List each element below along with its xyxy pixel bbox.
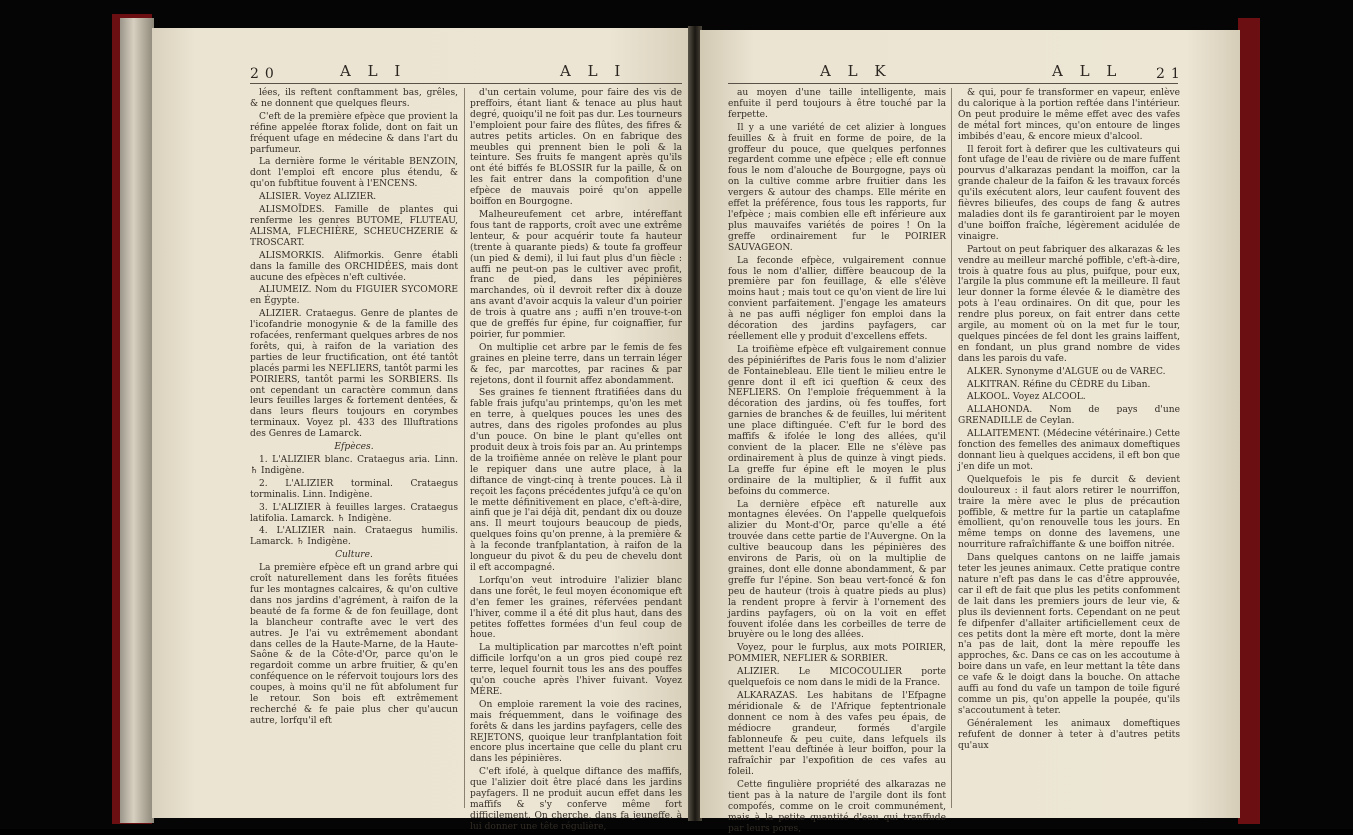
right-column-2 [958,88,1180,813]
paragraph: 4. L'ALIZIER nain. Crataegus humilis. Lamarck. ♄ Indigène. [250,526,458,548]
page-edges-left [120,18,154,823]
paragraph: La dernière forme le véritable BENZOIN, dont l'emploi eft encore plus étendu, & qu'on fubftitue fouvent à l'ENCENS. [250,157,458,190]
paragraph: ALIZIER. Le MICOCOULIER porte quelquefois ce nom dans le midi de la France. [728,667,946,689]
paragraph: La première efpèce eft un grand arbre qui croît naturellement dans les forêts fituées fur les montagnes calcaires, & qu'on cultive dans nos jardins d'agrément, à raifon de la beauté de fa forme & de fon feuillage, dont la blancheur contrafte avec le vert des autres. Je l'ai vu extrêmement abondant dans celles de la Haute-Marne, de la Haute-Saône & de la Côte-d'Or, parce qu'on le regardoit comme un arbre fruitier, & qu'en conféquence on le réfervoit toujours lors des coupes, à moins qu'il ne fût abfolument fur le retour. Son bois eft extrêmement recherché & fe paie plus cher qu'aucun autre, lorfqu'il eft [250,563,458,726]
paragraph: Il feroit fort à defirer que les cultivateurs qui font ufage de l'eau de rivière ou de mare fuffent pourvus d'alkarazas pendant la moiffon, car la grande chaleur de la faifon & les travaux forcés qu'ils exécutent alors, leur caufent fouvent des fièvres bilieufes, des coups de fang & autres maladies dont ils fe garantiroient par le moyen d'une boiffon fraîche, légèrement acidulée de vinaigre. [958,144,1180,242]
paragraph: Efpèces. [334,442,374,453]
paragraph: ALISMORKIS. Alifmorkis. Genre établi dans la famille des ORCHIDÉES, mais dont aucune des efpèces n'eft cultivée. [250,250,458,283]
paragraph: Cette fingulière propriété des alkarazas ne tient pas à la nature de l'argile dont ils font compofés, comme on le croit communément, mais à la petite quantité d'eau qui tranffude par leurs pores, [728,780,946,834]
page-number-left: 20 [250,66,280,82]
paragraph: La feconde efpèce, vulgairement connue fous le nom d'allier, diffère beaucoup de la première par fon feuillage, & elle s'élève moins haut ; mais tout ce qu'on vient de lire lui convient parfaitement. J'engage les amateurs à ne pas auffi négliger fon emploi dans la décoration des jardins payfagers, car réellement elle y produit d'excellens effets. [728,255,946,342]
paragraph: 2. L'ALIZIER torminal. Crataegus torminalis. Linn. Indigène. [250,478,458,500]
paragraph: C'eft ifolé, à quelque diftance des maffifs, que l'alizier doit être placé dans les jardins payfagers. Il ne produit aucun effet dans les maffifs & s'y conferve même fort difficilement. On cherche, dans fa jeuneffe, à lui donner une tête régulière, [470,767,682,832]
paragraph: ALKARAZAS. Les habitans de l'Efpagne méridionale & de l'Afrique feptentrionale donnent ce nom à des vafes peu épais, de médiocre grandeur, formés d'argile fablonneufe & peu cuite, dans lefquels ils mettent l'eau deftinée à leur boiffon, pour la rafraîchir par l'expofition de ces vafes au foleil. [728,690,946,778]
paragraph: On multiplie cet arbre par le femis de fes graines en pleine terre, dans un terrain léger & fec, par marcottes, par racines & par rejetons, dont il fournit affez abondamment. [470,342,682,386]
page-number-right: 21 [1156,66,1186,82]
paragraph: ALKITRAN. Réfine du CÈDRE du Liban. [967,379,1151,390]
paragraph: Voyez, pour le furplus, aux mots POIRIER, POMMIER, NEFLIER & SORBIER. [728,643,946,665]
running-head-right-2: A L L [1052,62,1123,80]
paragraph: Culture. [335,550,373,561]
running-head-left-2: A L I [560,62,627,80]
paragraph: La dernière efpèce eft naturelle aux montagnes élevées. On l'appelle quelquefois alizier du Mont-d'Or, parce qu'elle a été trouvée dans cette partie de l'Auvergne. On la cultive beaucoup dans les pépinières des environs de Paris, où on la multiplie de graines, dont elle donne abondamment, & par greffe fur l'épine. Son beau vert-foncé & fon peu de hauteur (trois à quatre pieds au plus) la rendent propre à fervir à l'ornement des jardins payfagers, où on la voit en effet fouvent ifolée dans les corbeilles de terre de bruyère ou le long des allées. [728,499,946,641]
paragraph: lées, ils reftent conftamment bas, grêles, & ne donnent que quelques fleurs. [250,88,458,109]
paragraph: 3. L'ALIZIER à feuilles larges. Crataegus latifolia. Lamarck. ♄ Indigène. [250,502,458,524]
paragraph: d'un certain volume, pour faire des vis de preffoirs, étant liant & tenace au plus haut degré, quoiqu'il ne foit pas dur. Les tourneurs l'emploient pour faire des flûtes, des fifres & autres petits articles. On en fabrique des meubles qui prennent bien le poli & la teinture. Ses fruits fe mangent après qu'ils ont été biffés fe BLOSSIR fur la paille, & on les fait entrer dans la compofition d'une efpèce de mauvais poiré qu'on appelle boiffon en Bourgogne. [470,88,682,208]
paragraph: On emploie rarement la voie des racines, mais fréquemment, dans le voifinage des forêts & dans les jardins payfagers, celle des REJETONS, quoique leur tranfplantation foit encore plus incertaine que celle du plant cru dans les pépinières. [470,699,682,765]
paragraph: La multiplication par marcottes n'eft point difficile lorfqu'on a un gros pied coupé rez terre, lequel fournit tous les ans des pouffes qu'on couche après l'hiver fuivant. Voyez MÈRE. [470,643,682,697]
paragraph: Lorfqu'on veut introduire l'alizier blanc dans une forêt, le feul moyen économique eft d'en femer les graines, réfervées pendant l'hiver, comme il a été dit plus haut, dans des petites foffettes formées d'un feul coup de houe. [470,575,682,641]
paragraph: Partout on peut fabriquer des alkarazas & les vendre au meilleur marché poffible, c'eft-à-dire, trois à quatre fous au plus, puifque, pour eux, l'argile la plus commune eft la meilleure. Il faut leur donner la forme élevée & le diamètre des pots à l'eau ordinaires. On dit que, pour les rendre plus poreux, on fait entrer dans cette argile, au moment où on la met fur le tour, quelques pincées de fel dont les grains laiffent, en fondant, un plus grand nombre de vides dans les parois du vafe. [958,244,1180,364]
paragraph: ALISMOÏDES. Famille de plantes qui renferme les genres BUTOME, FLUTEAU, ALISMA, FLECHIÈRE, SCHEUCHZERIE & TROSCART. [250,205,458,248]
paragraph: ALIUMEIZ. Nom du FIGUIER SYCOMORE en Égypte. [250,285,458,307]
paragraph: Malheureufement cet arbre, intéreffant fous tant de rapports, croît avec une extrême lenteur, & pour acquérir toute fa hauteur (trente à quarante pieds) & toute fa groffeur (un pied & demi), il lui faut plus d'un fiècle : auffi ne peut-on pas le cultiver avec profit, franc de pied, dans les pépinières marchandes, où il devroit refter dix à douze ans avant d'avoir acquis la valeur d'un poirier de trois à quatre ans ; auffi n'en trouve-t-on que de greffés fur épine, fur coignaffier, fur poirier, fur pommier. [470,209,682,340]
right-page [700,30,1240,834]
paragraph: ALISIER. Voyez ALIZIER. [259,192,377,203]
paragraph: Généralement les animaux domeftiques refufent de donner à teter à d'autres petits qu'aux [958,718,1180,751]
column-divider-right [951,88,952,808]
paragraph: & qui, pour fe transformer en vapeur, enlève du calorique à la portion reftée dans l'intérieur. On peut produire le même effet avec des vafes de métal fort minces, qu'on entoure de linges imbibés d'eau, & encore mieux d'alcool. [958,88,1180,142]
running-head-right-1: A L K [820,62,892,80]
paragraph: ALIZIER. Crataegus. Genre de plantes de l'icofandrie monogynie & de la famille des rofacées, renfermant quelques arbres de nos forêts, qui, à raifon de la variation des parties de leur fructification, ont été tantôt placés parmi les NEFLIERS, tantôt parmi les POIRIERS, tantôt parmi les SORBIERS. Ils ont cependant un caractère commun dans leurs feuilles larges & fortement dentées, & dans leurs fleurs toujours en corymbes terminaux. Voyez pl. 433 des Illuftrations des Genres de Lamarck. [250,309,458,440]
right-column-1 [728,88,946,834]
paragraph: ALLAHONDA. Nom de pays d'une GRENADILLE de Ceylan. [958,405,1180,427]
paragraph: ALKER. Synonyme d'ALGUE ou de VAREC. [967,366,1166,377]
paragraph: Ses graines fe tiennent ftratifiées dans du fable frais jufqu'au printemps, qu'on les met en terre, à quelques pouces les unes des autres, dans des rigoles profondes au plus d'un pouce. On bine le plant qu'elles ont produit deux à trois fois par an. Au printemps de la troifième année on relève le plant pour le repiquer dans une autre place, à la diftance de vingt-cinq à trente pouces. Là il reçoit les façons précédentes jufqu'à ce qu'on le mette définitivement en place, c'eft-à-dire, ainfi que je l'ai déjà dit, pendant dix ou douze ans. Il meurt toujours beaucoup de pieds, quelques foins qu'on prenne, à la première & à la feconde tranfplantation, à raifon de la longueur du pivot & du peu de chevelu dont il eft accompagné. [470,388,682,573]
left-column-1 [250,88,458,813]
paragraph: C'eft de la première efpèce que provient la réfine appelée ftorax folide, dont on fait un fréquent ufage en médecine & dans l'art du parfumeur. [250,111,458,155]
running-head-left: A L I [340,62,407,80]
paragraph: au moyen d'une taille intelligente, mais enfuite il perd toujours à être touché par la ferpette. [728,88,946,120]
column-divider-left [464,88,465,808]
paragraph: ALKOOL. Voyez ALCOOL. [967,392,1086,403]
book-cover-right [1238,18,1260,824]
paragraph: ALLAITEMENT. (Médecine vétérinaire.) Cette fonction des femelles des animaux domeftiques donnant lieu à quelques accidens, il eft bon que j'en dife un mot. [958,429,1180,472]
paragraph: 1. L'ALIZIER blanc. Crataegus aria. Linn. ♄ Indigène. [250,455,458,476]
paragraph: La troifième efpèce eft vulgairement connue des pépiniériftes de Paris fous le nom d'alizier de Fontainebleau. Elle tient le milieu entre le genre dont il eft ici queftion & ceux des NEFLIERS. On l'emploie fréquemment à la décoration des jardins, où fes touffes, fort garnies de branches & de feuilles, lui méritent une place diftinguée. C'eft fur le bord des maffifs & ifolée le long des allées, qu'il convient de la placer. Elle ne s'élève pas ordinairement à plus de quinze à vingt pieds. La greffe fur épine eft le moyen le plus ordinaire de la multiplier, & il fuffit aux befoins du commerce. [728,344,946,497]
paragraph: Quelquefois le pis fe durcit & devient douloureux : il faut alors retirer le nourriffon, traire la mère avec le plus de précaution poffible, & mettre fur la partie un cataplafme émollient, qu'on renouvelle tous les jours. En même temps on donne des lavemens, une nourriture rafraîchiffante & une boiffon nitrée. [958,474,1180,551]
paragraph: Il y a une variété de cet alizier à longues feuilles & à fruit en forme de poire, de la groffeur du pouce, que quelques perfonnes regardent comme une efpèce ; elle eft connue fous le nom d'alouche de Bourgogne, pays où on la cultive comme arbre fruitier dans les vergers & autour des champs. Elle mérite en effet la préférence, fous tous les rapports, fur l'efpèce ; mais combien elle eft inférieure aux plus mauvaifes variétés de poires ! On la greffe ordinairement fur le POIRIER SAUVAGEON. [728,122,946,253]
paragraph: Dans quelques cantons on ne laiffe jamais teter les jeunes animaux. Cette pratique contre nature n'eft pas dans le cas d'être approuvée, car il eft de fait que plus les petits confomment de lait dans les premiers jours de leur vie, & plus ils deviennent forts. Cependant on ne peut fe difpenfer d'allaiter artificiellement ceux de ces petits dont la mère eft morte, dont la mère n'a pas de lait, dont la mère repouffe les approches, &c. Dans ce cas on les accoutume à boire dans un vafe, en leur mettant la tête dans ce vafe & le doigt dans la bouche. On attache auffi au fond du vafe un tampon de toile figuré comme un pis, qu'on appelle la poupée, qu'ils s'accoutument à teter. [958,553,1180,716]
left-column-2 [470,88,682,832]
header-rule-right [728,83,1178,84]
left-page [152,28,690,832]
header-rule-left [250,83,682,84]
